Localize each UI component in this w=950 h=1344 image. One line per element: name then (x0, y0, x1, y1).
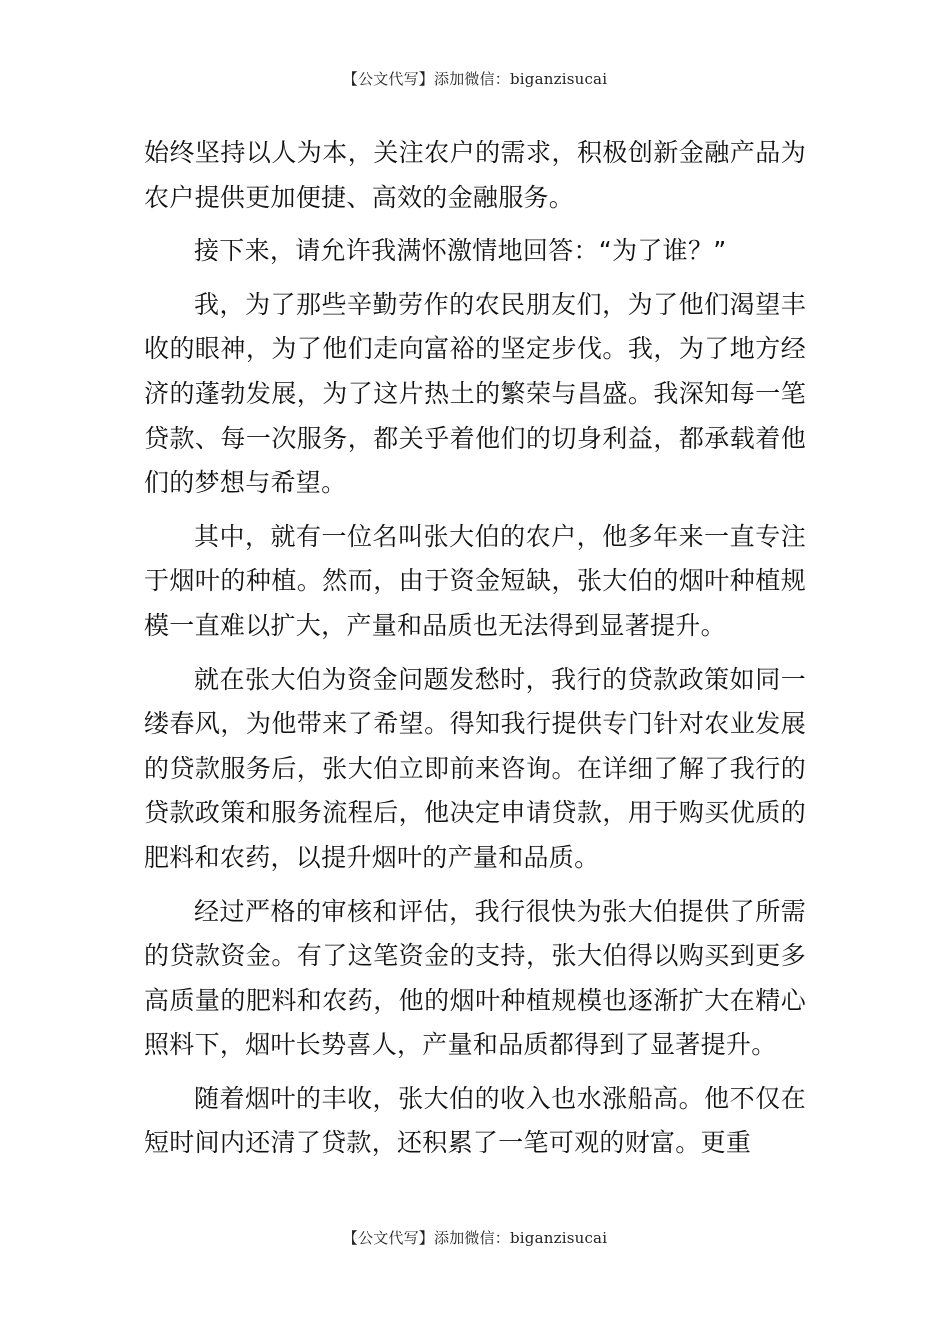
header-note: 【公文代写】添加微信：biganzisucai (342, 70, 608, 88)
paragraph-answer: 我，为了那些辛勤劳作的农民朋友们，为了他们渴望丰收的眼神，为了他们走向富裕的坚定步伐。我，为了地方经济的蓬勃发展，为了这片热土的繁荣与昌盛。我深知每一笔贷款、每一次服务，都关乎着他们的切身利益，都承载着他们的梦想与希望。 (144, 289, 806, 498)
paragraph-farmer-intro: 其中，就有一位名叫张大伯的农户，他多年来一直专注于烟叶的种植。然而，由于资金短缺，张大伯的烟叶种植规模一直难以扩大，产量和品质也无法得到显著提升。 (144, 521, 806, 640)
paragraph-loan-result: 经过严格的审核和评估，我行很快为张大伯提供了所需的贷款资金。有了这笔资金的支持，张大伯得以购买到更多高质量的肥料和农药，他的烟叶种植规模也逐渐扩大在精心照料下，烟叶长势喜人，产量和品质都得到了显著提升。 (144, 896, 806, 1060)
document-body (144, 131, 806, 1175)
paragraph-continuation: 始终坚持以人为本，关注农户的需求，积极创新金融产品为农户提供更加便捷、高效的金融服务。 (144, 138, 806, 212)
footer-note: 【公文代写】添加微信：biganzisucai (342, 1229, 608, 1247)
paragraph-question: 接下来，请允许我满怀激情地回答：“为了谁？” (194, 236, 727, 266)
paragraph-loan-application: 就在张大伯为资金问题发愁时，我行的贷款政策如同一缕春风，为他带来了希望。得知我行提供专门针对农业发展的贷款服务后，张大伯立即前来咨询。在详细了解了我行的贷款政策和服务流程后，他决定申请贷款，用于购买优质的肥料和农药，以提升烟叶的产量和品质。 (144, 664, 806, 872)
paragraph-harvest: 随着烟叶的丰收，张大伯的收入也水涨船高。他不仅在短时间内还清了贷款，还积累了一笔可观的财富。更重 (144, 1083, 806, 1158)
